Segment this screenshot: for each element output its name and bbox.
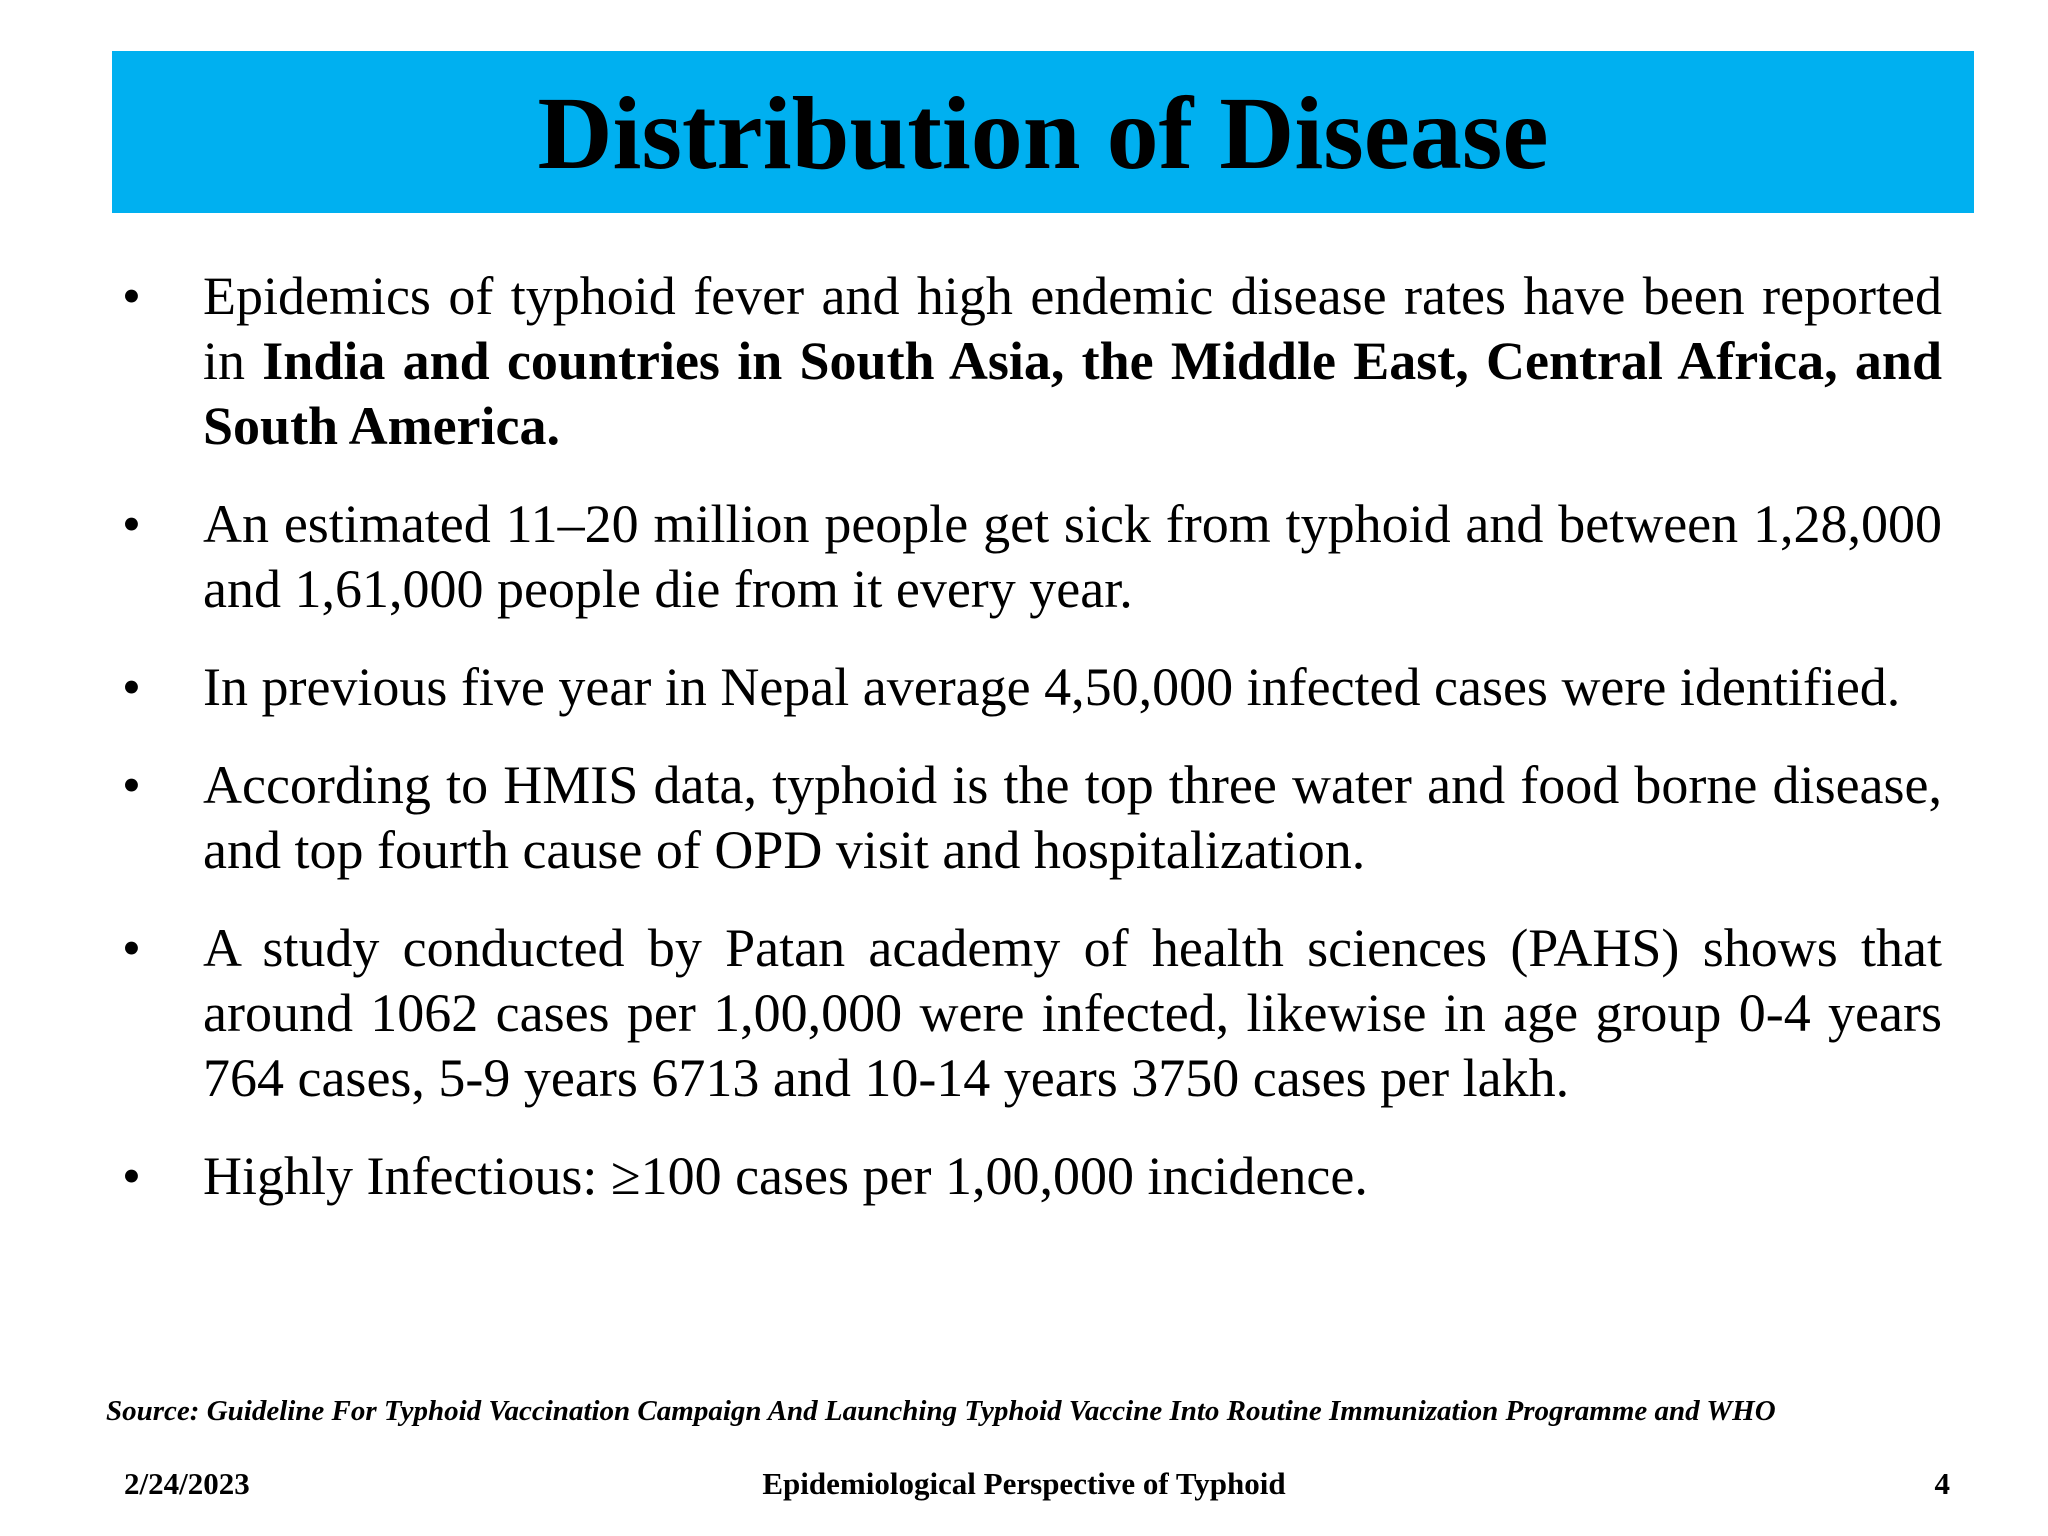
- bullet-dot-icon: •: [122, 1146, 141, 1206]
- bullet-item-2: [112, 492, 1942, 622]
- bullet-dot-icon: •: [122, 918, 141, 978]
- bullet-item-6: [112, 1144, 1942, 1209]
- bullet-5-text: A study conducted by Patan academy of health sciences (PAHS) shows that around 1062 cases per 1,00,000 were infected, likewise in age group 0-4 years 764 cases, 5-9 years 6713 and 10-14 years 3750 cases per lakh.: [203, 918, 1942, 1108]
- bullet-1-text: Epidemics of typhoid fever and high endemic disease rates have been reported in: [203, 266, 1942, 391]
- title-bar: [112, 51, 1974, 213]
- bullet-2-text: An estimated 11–20 million people get sick from typhoid and between 1,28,000 and 1,61,000 people die from it every year.: [203, 494, 1942, 619]
- slide-title: Distribution of Disease: [537, 76, 1549, 191]
- bullet-dot-icon: •: [122, 266, 141, 326]
- page-number: 4: [1934, 1466, 1950, 1501]
- bullet-list: [112, 264, 1942, 1209]
- bullet-dot-icon: •: [122, 657, 141, 717]
- bullet-dot-icon: •: [122, 494, 141, 554]
- bullet-item-1: [112, 264, 1942, 459]
- footer-date: 2/24/2023: [124, 1466, 250, 1501]
- bullet-item-3: [112, 655, 1942, 720]
- bullet-6-text: Highly Infectious: ≥100 cases per 1,00,000 incidence.: [203, 1146, 1368, 1206]
- footer-title: Epidemiological Perspective of Typhoid: [762, 1466, 1286, 1501]
- bullet-4-text: According to HMIS data, typhoid is the top three water and food borne disease, and top fourth cause of OPD visit and hospitalization.: [203, 755, 1942, 880]
- bullet-dot-icon: •: [122, 755, 141, 815]
- bullet-3-text: In previous five year in Nepal average 4,50,000 infected cases were identified.: [203, 657, 1901, 717]
- bullet-item-4: [112, 753, 1942, 883]
- bullet-1-bold-text: India and countries in South Asia, the Middle East, Central Africa, and South America.: [203, 331, 1942, 456]
- source-citation: Source: Guideline For Typhoid Vaccination Campaign And Launching Typhoid Vaccine Into Routine Immunization Programme and WHO: [106, 1395, 1776, 1427]
- bullet-item-5: [112, 916, 1942, 1111]
